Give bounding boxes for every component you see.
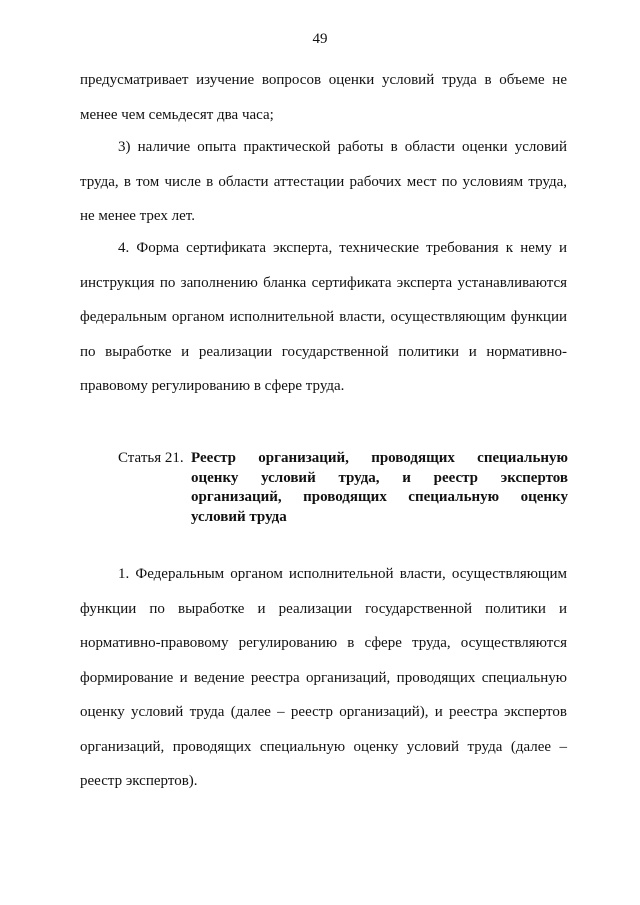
text-line: 4. Форма сертификата эксперта, технические требования к нему и: [118, 240, 567, 256]
text-line: 3) наличие опыта практической работы в области оценки условий: [118, 139, 567, 155]
text-line: труда, в том числе в области аттестации рабочих мест по условиям труда,: [80, 173, 567, 190]
page-number: 49: [312, 31, 328, 47]
text-line: формирование и ведение реестра организаций, проводящих специальную: [80, 669, 567, 686]
article-label: Статья 21.: [118, 450, 184, 466]
article-title-line: условий труда: [191, 508, 287, 525]
article-title: [191, 449, 568, 527]
text-line: федеральным органом исполнительной власти, осуществляющим функции: [80, 309, 567, 325]
article-title-line: Реестр организаций, проводящих специальную: [191, 450, 568, 466]
article-paragraph-1: [80, 557, 567, 799]
text-line: функции по выработке и реализации государственной политики и: [80, 600, 567, 617]
paragraph-item-3: [80, 130, 567, 234]
text-line: 1. Федеральным органом исполнительной власти, осуществляющим: [118, 566, 567, 582]
text-line: по выработке и реализации государственной политики и нормативно-: [80, 343, 567, 360]
article-title-line: организаций, проводящих специальную оценку: [191, 489, 568, 505]
text-line: менее чем семьдесят два часа;: [80, 106, 274, 123]
text-line: организаций, проводящих специальную оценку условий труда (далее –: [80, 738, 567, 755]
text-line: предусматривает изучение вопросов оценки условий труда в объеме не: [80, 72, 567, 88]
article-title-line: оценку условий труда, и реестр экспертов: [191, 469, 568, 486]
text-line: нормативно-правовому регулированию в сфере труда, осуществляются: [80, 635, 567, 651]
text-line: оценку условий труда (далее – реестр организаций), и реестра экспертов: [80, 704, 567, 720]
text-line: инструкция по заполнению бланка сертификата эксперта устанавливаются: [80, 274, 567, 291]
text-line: правовому регулированию в сфере труда.: [80, 378, 345, 394]
paragraph-item-4: [80, 231, 567, 404]
text-line: реестр экспертов).: [80, 773, 198, 789]
paragraph-continuation: [80, 63, 567, 132]
text-line: не менее трех лет.: [80, 208, 195, 224]
